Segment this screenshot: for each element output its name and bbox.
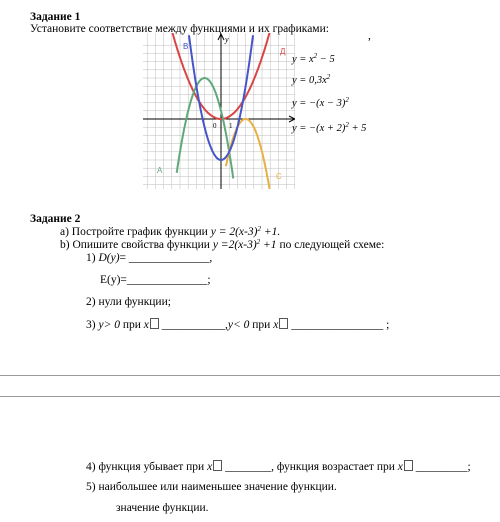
curve-label-d: Д xyxy=(280,47,286,56)
task1-instruction: Установите соответствие между функциями и их графиками: xyxy=(30,23,329,35)
function-graphs xyxy=(143,33,295,189)
element-of-symbol xyxy=(404,460,413,471)
item-1-domain: 1) D(y)= ______________, xyxy=(86,252,213,264)
task1-heading: Задание 1 xyxy=(30,11,81,23)
item-4: 4) функция убывает при x ________, функция возрастает при x _________; xyxy=(86,461,471,473)
task2-part-b: b) Опишите свойства функции $y =2(x-3)^2 +1$ по следующей схеме: xyxy=(60,238,385,251)
item-5-value: значение функции. xyxy=(116,502,209,514)
origin-label: 0 xyxy=(213,122,217,130)
task2-part-a: а) Постройте график функции $y = 2(x-3)^2 +1$. xyxy=(60,225,281,238)
section-divider-top xyxy=(0,375,500,376)
stray-mark: , xyxy=(368,30,371,42)
formula-3: $y = -(x - 3)^2$ xyxy=(292,96,349,109)
y-axis-label: y xyxy=(225,35,229,44)
item-5: 5) наибольшее или наименьшее значение функции. xyxy=(86,481,337,493)
item-2: 2) нули функции; xyxy=(86,296,171,308)
curve-label-c: С xyxy=(276,172,282,181)
element-of-symbol xyxy=(279,318,288,329)
graph-grid xyxy=(143,33,295,189)
item-3: 3) y> 0 при x ___________,y< 0 при x ________________ ; xyxy=(86,319,390,331)
formula-2: $y = 0,3x^2$ xyxy=(292,73,331,86)
task2-heading: Задание 2 xyxy=(30,213,81,225)
formula-1: $y = x^2 - 5$ xyxy=(292,52,335,65)
element-of-symbol xyxy=(150,318,159,329)
item-1-range: E(y)=______________; xyxy=(100,274,211,286)
curve-c xyxy=(226,119,277,189)
unit-label: 1 xyxy=(229,122,233,130)
curve-label-b: В xyxy=(183,42,189,51)
curve-label-a: А xyxy=(157,166,163,175)
formula-4: $y = -(x + 2)^2 + 5$ xyxy=(292,121,367,134)
section-divider-bottom xyxy=(0,396,500,397)
element-of-symbol xyxy=(213,460,222,471)
